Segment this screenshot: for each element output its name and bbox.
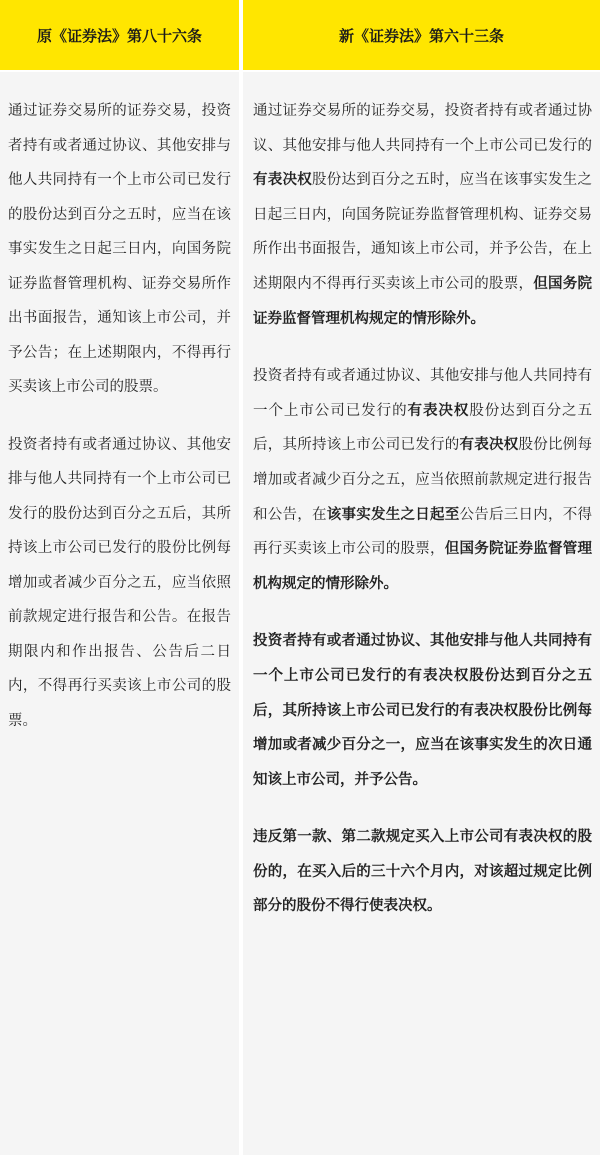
left-column-title: 原《证券法》第八十六条 (36, 26, 202, 45)
new-law-p1-highlight-1: 有表决权 (253, 172, 312, 189)
new-law-paragraph-4: 违反第一款、第二款规定买入上市公司有表决权的股份的，在买入后的三十六个月内，对该超过规定比例部分的股份不得行使表决权。 (253, 829, 592, 915)
new-law-p2-highlight-1: 有表决权 (407, 402, 470, 419)
new-law-p2-text-4: 公告后三日内，不得再行买卖该上市公司的股票， (253, 506, 592, 558)
old-law-paragraph-1: 通过证券交易所的证券交易，投资者持有或者通过协议、其他安排与他人共同持有一个上市公司已发行的股份达到百分之五时，应当在该事实发生之日起三日内，向国务院证券监督管理机构、证券交易所作出书面报告，通知该上市公司，并予公告；在上述期限内，不得再行买卖该上市公司的股票。 (8, 103, 231, 395)
new-law-paragraph-2 (253, 359, 592, 601)
new-law-paragraph-1 (253, 94, 592, 336)
right-column-title: 新《证券法》第六十三条 (338, 26, 504, 45)
new-law-p1-text-1: 通过证券交易所的证券交易，投资者持有或者通过协议、其他安排与他人共同持有一个上市公司已发行的 (253, 103, 592, 154)
new-law-p2-text-2: 股份达到百分之五后，其所持该上市公司已发行的 (253, 402, 593, 454)
left-column-header (0, 0, 239, 72)
old-law-column (0, 72, 239, 1155)
new-law-column (243, 72, 600, 1155)
new-law-p2-highlight-3: 该事实发生之日起至 (326, 506, 460, 523)
right-column-header (243, 0, 600, 72)
new-law-p2-text-1: 投资者持有或者通过协议、其他安排与他人共同持有一个上市公司已发行的 (253, 368, 592, 419)
new-law-paragraph-3: 投资者持有或者通过协议、其他安排与他人共同持有一个上市公司已发行的有表决权股份达到百分之五后，其所持该上市公司已发行的有表决权股份比例每增加或者减少百分之一，应当在该事实发生的次日通知该上市公司，并予公告。 (253, 633, 592, 788)
new-law-p1-highlight-2: 但国务院证券监督管理机构规定的情形除外。 (253, 275, 592, 327)
new-law-p2-highlight-4: 但国务院证券监督管理机构规定的情形除外。 (253, 541, 592, 592)
new-law-p1-text-2: 股份达到百分之五时，应当在该事实发生之日起三日内，向国务院证券监督管理机构、证券交易所作出书面报告，通知该上市公司，并予公告，在上述期限内不得再行买卖该上市公司的股票， (253, 172, 592, 292)
new-law-p2-highlight-2: 有表决权 (459, 437, 519, 454)
old-law-paragraph-2: 投资者持有或者通过协议、其他安排与他人共同持有一个上市公司已发行的股份达到百分之五后，其所持该上市公司已发行的股份比例每增加或者减少百分之五，应当依照前款规定进行报告和公告。在报告期限内和作出报告、公告后二日内，不得再行买卖该上市公司的股票。 (8, 436, 231, 729)
new-law-p2-text-3: 股份比例每增加或者减少百分之五，应当依照前款规定进行报告和公告，在 (253, 437, 592, 523)
